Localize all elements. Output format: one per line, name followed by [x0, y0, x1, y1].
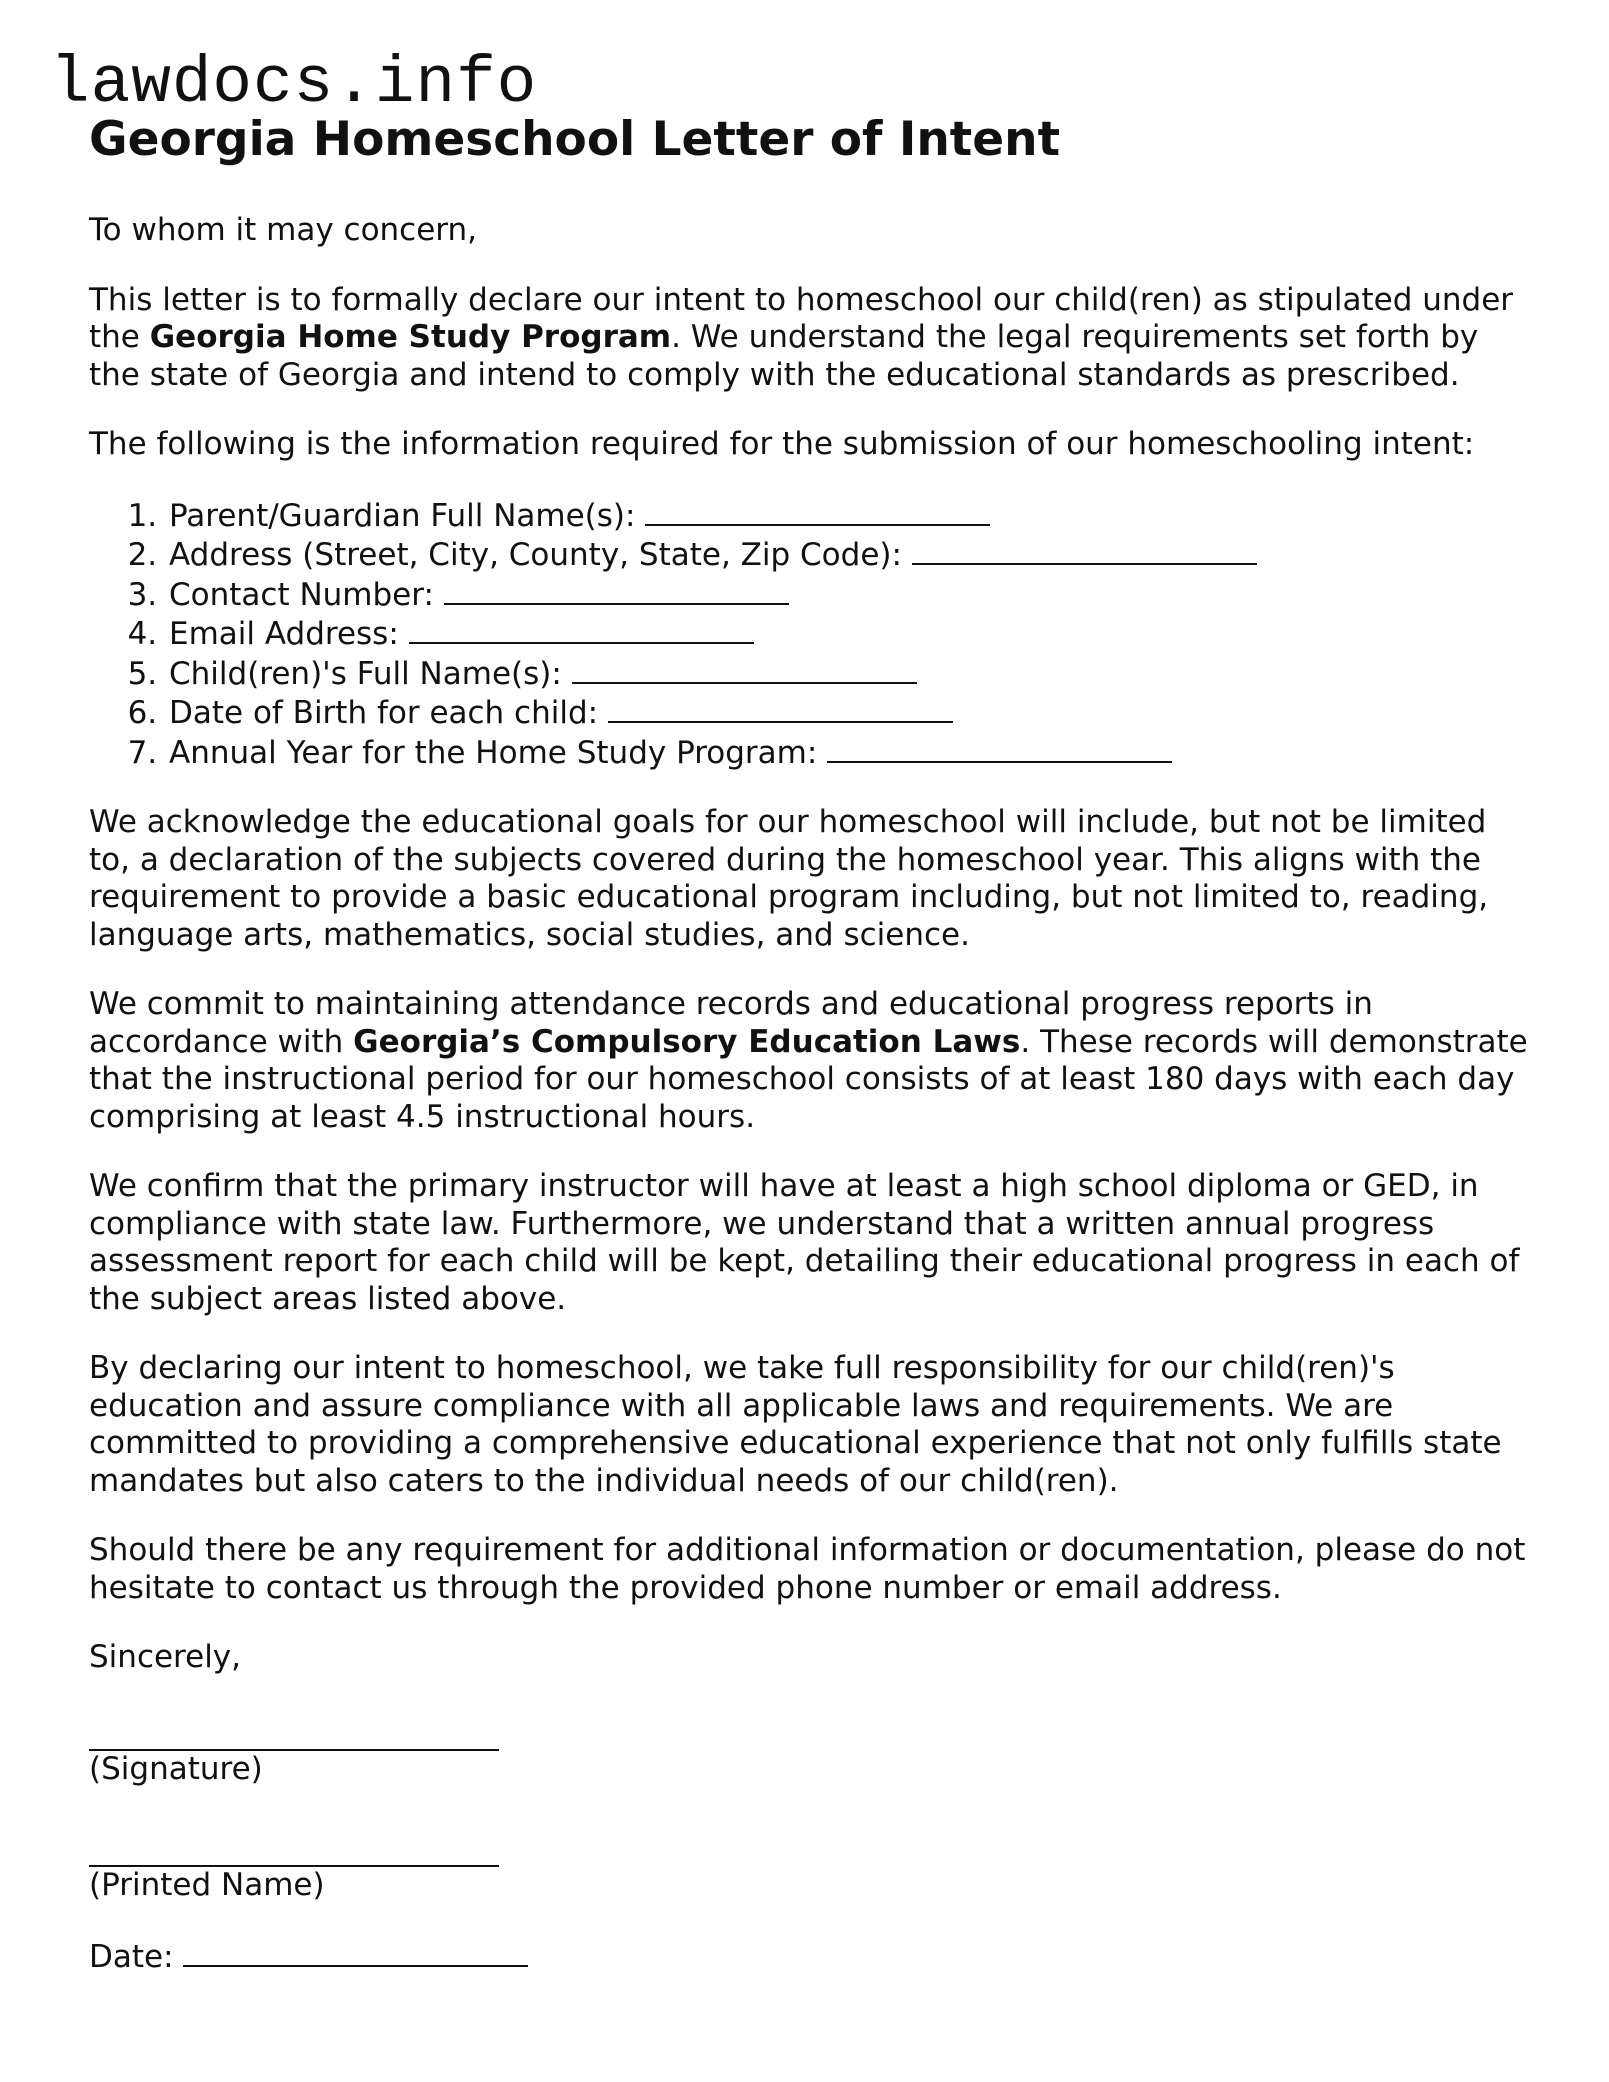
field-label: Date of Birth for each child: — [169, 695, 599, 731]
list-item — [167, 733, 1529, 773]
watermark-logo: lawdocs.info — [50, 46, 538, 121]
signature-block — [89, 1717, 1529, 1789]
intro-paragraph — [89, 282, 1529, 395]
date-blank[interactable] — [183, 1937, 528, 1967]
list-intro: The following is the information required for the submission of our homeschooling intent: — [89, 426, 1475, 462]
fill-in-blank[interactable] — [572, 654, 917, 684]
fill-in-blank[interactable] — [409, 614, 754, 644]
greeting: To whom it may concern, — [89, 212, 477, 248]
records-text-after: . These records will demonstrate that the instructional period for our homeschool consists of at least 180 days with each day comprising at least 4.5 instructional hours. — [89, 1023, 1528, 1135]
goals-paragraph: We acknowledge the educational goals for our homeschool will include, but not be limited to, a declaration of the subjects covered during the homeschool year. This aligns with the requirement to provide a basic educational program including, but not limited to, reading, language arts, mathematics, social studies, and science. — [89, 804, 1489, 953]
records-text-before: We commit to maintaining attendance records and educational progress reports in accordance with — [89, 986, 1373, 1060]
date-field — [89, 1937, 1529, 1977]
date-label: Date: — [89, 1938, 174, 1975]
fill-in-blank[interactable] — [608, 693, 953, 723]
printed-name-block — [89, 1833, 1529, 1905]
signature-label: (Signature) — [89, 1750, 263, 1787]
field-label: Address (Street, City, County, State, Zip Code): — [169, 537, 902, 573]
intro-text-after: . We understand the legal requirements set forth by the state of Georgia and intend to comply with the educational standards as prescribed. — [89, 319, 1479, 393]
signature-line[interactable] — [89, 1717, 499, 1751]
list-item — [167, 496, 1529, 536]
list-item — [167, 693, 1529, 733]
list-item — [167, 614, 1529, 654]
fill-in-blank[interactable] — [645, 496, 990, 526]
document-title: Georgia Homeschool Letter of Intent — [89, 112, 1061, 167]
field-label: Email Address: — [169, 616, 399, 652]
responsibility-paragraph: By declaring our intent to homeschool, we take full responsibility for our child(ren)'s education and assure compliance with all applicable laws and requirements. We are committed to providing a comprehensive educational experience that not only fulfills state mandates but also caters to the individual needs of our child(ren). — [89, 1350, 1502, 1499]
records-paragraph — [89, 986, 1529, 1136]
printed-name-label: (Printed Name) — [89, 1867, 325, 1903]
document-page — [89, 108, 1529, 1976]
field-label: Annual Year for the Home Study Program: — [169, 734, 818, 771]
field-label: Contact Number: — [169, 576, 434, 613]
field-label: Parent/Guardian Full Name(s): — [169, 497, 636, 534]
program-name: Georgia Home Study Program — [149, 319, 672, 355]
intro-text-before: This letter is to formally declare our intent to homeschool our child(ren) as stipulated under the — [89, 281, 1514, 355]
info-fields-list — [89, 496, 1529, 773]
list-item — [167, 654, 1529, 694]
fill-in-blank[interactable] — [827, 733, 1172, 763]
closing: Sincerely, — [89, 1639, 242, 1675]
list-item — [167, 575, 1529, 615]
fill-in-blank[interactable] — [444, 575, 789, 605]
field-label: Child(ren)'s Full Name(s): — [169, 655, 562, 692]
printed-name-line[interactable] — [89, 1833, 499, 1867]
list-item — [167, 535, 1529, 575]
law-name: Georgia’s Compulsory Education Laws — [353, 1023, 1021, 1060]
fill-in-blank[interactable] — [912, 535, 1257, 565]
instructor-paragraph: We confirm that the primary instructor will have at least a high school diploma or GED, in compliance with state law. Furthermore, we understand that a written annual progress assessment report for each child will be kept, detailing their educational progress in each of the subject areas listed above. — [89, 1168, 1520, 1317]
contact-paragraph: Should there be any requirement for additional information or documentation, please do not hesitate to contact us through the provided phone number or email address. — [89, 1532, 1526, 1606]
